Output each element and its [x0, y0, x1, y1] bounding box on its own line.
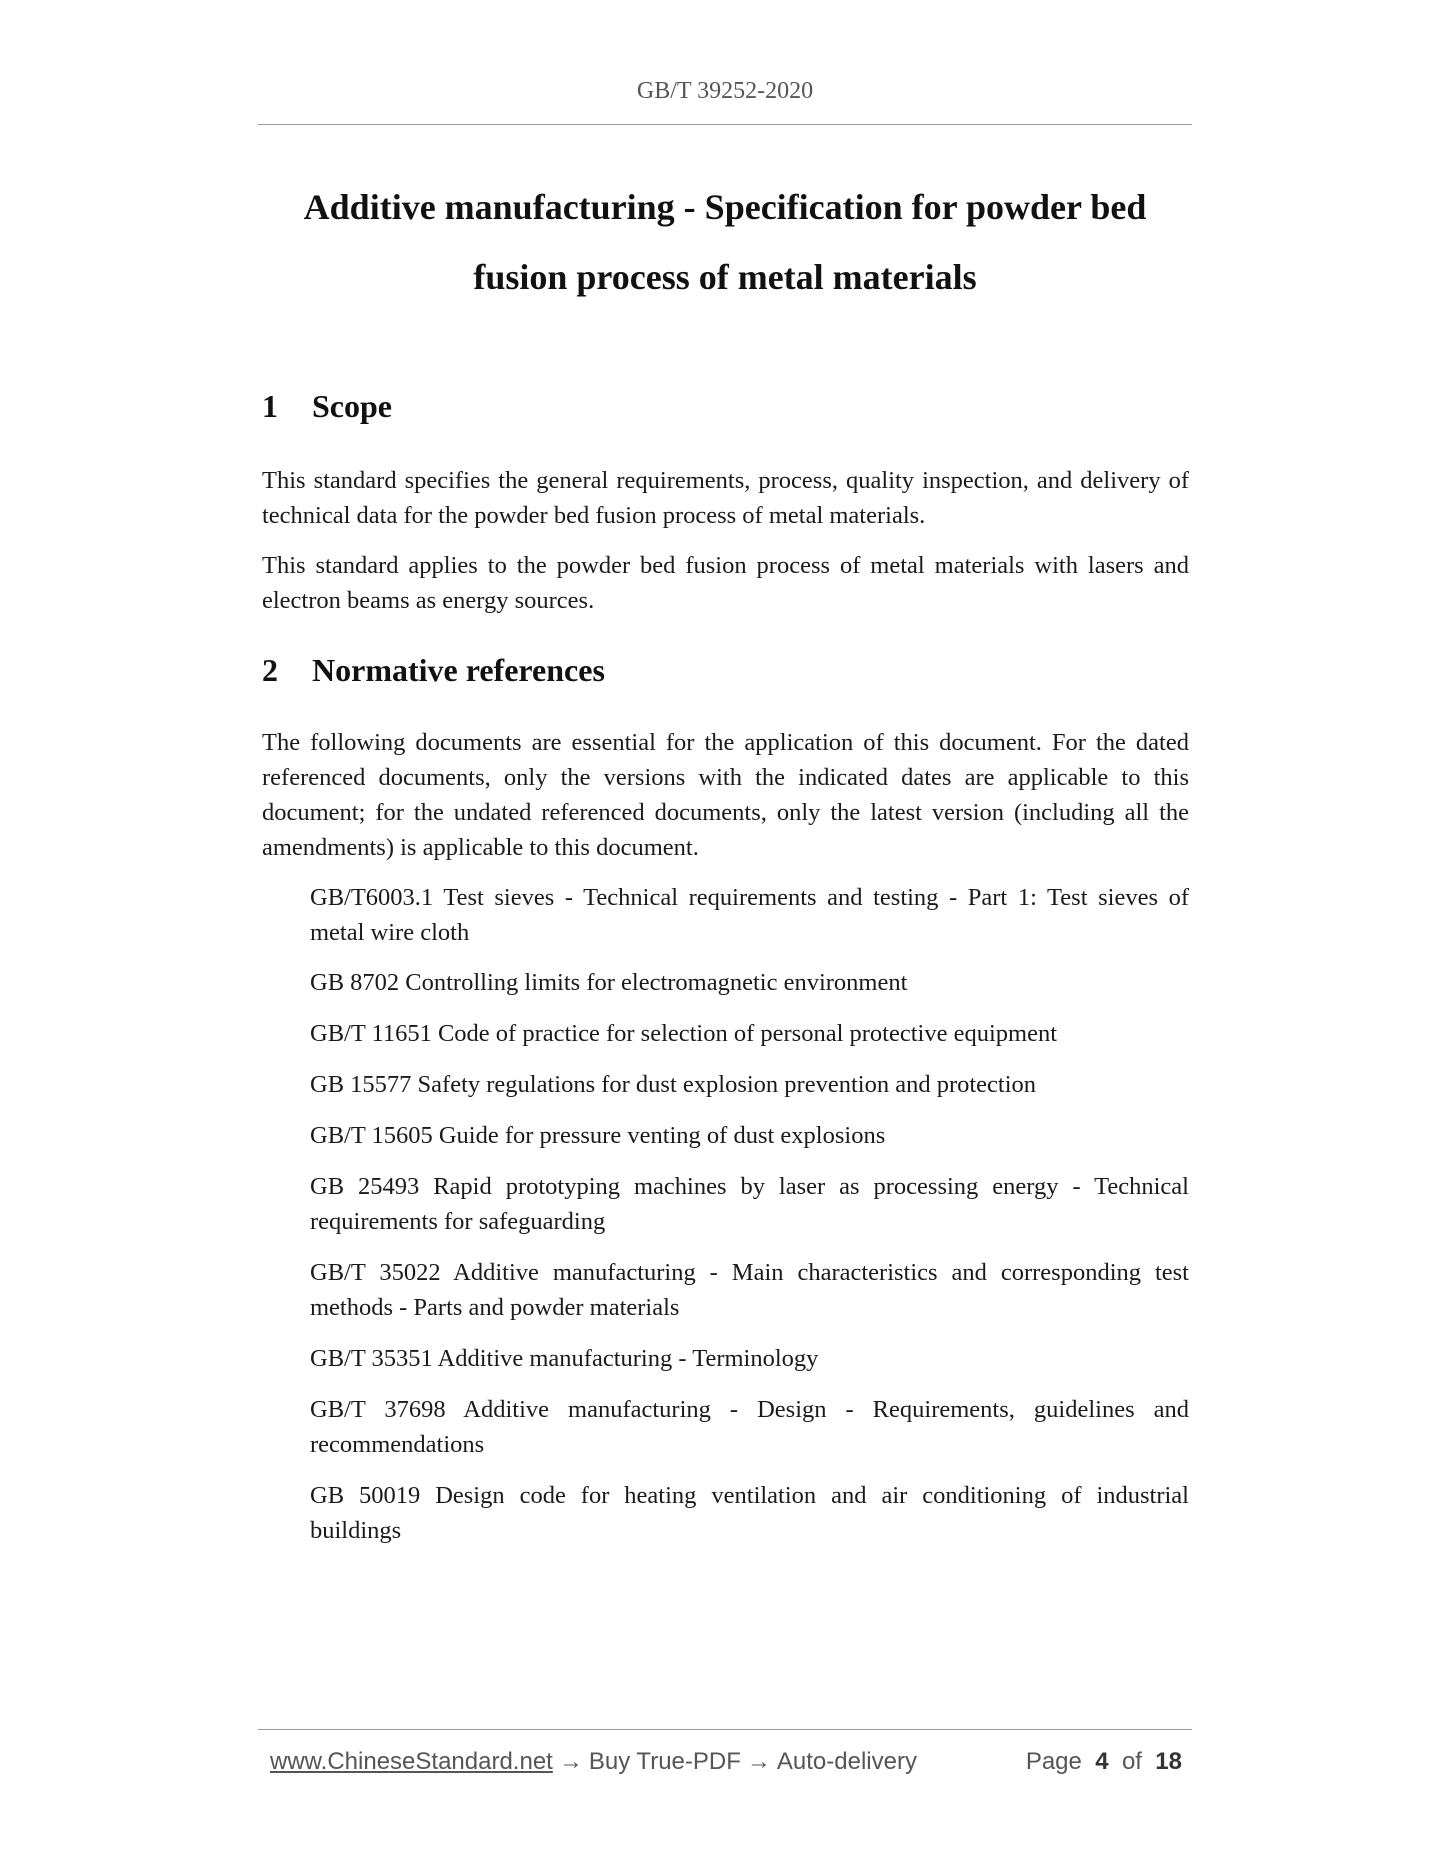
page-label: Page [1025, 1748, 1082, 1775]
reference-item: GB/T 15605 Guide for pressure venting of dust explosions [310, 1122, 886, 1149]
reference-item: GB 8702 Controlling limits for electromagnetic environment [310, 969, 908, 996]
scope-paragraph: This standard specifies the general requirements, process, quality inspection, and delivery of technical data for the powder bed fusion process of metal materials. [262, 467, 1189, 529]
delivery-text: Auto-delivery [776, 1748, 917, 1775]
reference-item: GB/T 11651 Code of practice for selection of personal protective equipment [310, 1020, 1058, 1047]
website-link[interactable]: www.ChineseStandard.net [270, 1748, 553, 1775]
reference-item: GB/T 37698 Additive manufacturing - Design - Requirements, guidelines and recommendations [310, 1396, 1189, 1458]
section-number: 1 [262, 388, 278, 424]
page-indicator [1026, 1748, 1182, 1776]
document-body [262, 386, 1189, 1548]
section-title: Normative references [312, 652, 605, 688]
arrow-right-icon: → [746, 1748, 771, 1775]
reference-item: GB 50019 Design code for heating ventilation and air conditioning of industrial buildings [310, 1482, 1189, 1544]
section-heading-scope [262, 386, 1189, 426]
section-number: 2 [262, 652, 278, 688]
reference-item: GB/T 35351 Additive manufacturing - Terminology [310, 1345, 819, 1372]
footer-divider [258, 1729, 1192, 1730]
reference-item: GB/T 35022 Additive manufacturing - Main characteristics and corresponding test methods - Parts and powder materials [310, 1259, 1189, 1321]
reference-item: GB 25493 Rapid prototyping machines by laser as processing energy - Technical requirements for safeguarding [310, 1173, 1189, 1235]
document-title [258, 172, 1192, 312]
page-of-label: of [1121, 1748, 1142, 1775]
section-title: Scope [312, 388, 392, 424]
section-heading-normative-references [262, 650, 1189, 690]
arrow-right-icon: → [558, 1748, 583, 1775]
normative-references-intro: The following documents are essential for the application of this document. For the dated referenced documents, only the versions with the indicated dates are applicable to this document; for the undated referenced documents, only the latest version (including all the amendments) is applicable to this document. [262, 729, 1189, 861]
current-page-number: 4 [1095, 1748, 1109, 1775]
scope-paragraph: This standard applies to the powder bed fusion process of metal materials with lasers and electron beams as energy sources. [262, 552, 1189, 614]
title-line-1: Additive manufacturing - Specification for powder bed [303, 187, 1147, 227]
footer-promo [270, 1748, 917, 1776]
reference-list [262, 880, 1189, 1548]
reference-item: GB 15577 Safety regulations for dust explosion prevention and protection [310, 1071, 1037, 1098]
running-header: GB/T 39252-2020 [636, 78, 814, 104]
title-line-2: fusion process of metal materials [473, 257, 977, 297]
header-divider [258, 124, 1192, 125]
buy-text: Buy True-PDF [588, 1748, 741, 1775]
total-pages-number: 18 [1155, 1748, 1182, 1775]
reference-item: GB/T6003.1 Test sieves - Technical requirements and testing - Part 1: Test sieves of metal wire cloth [310, 884, 1189, 946]
